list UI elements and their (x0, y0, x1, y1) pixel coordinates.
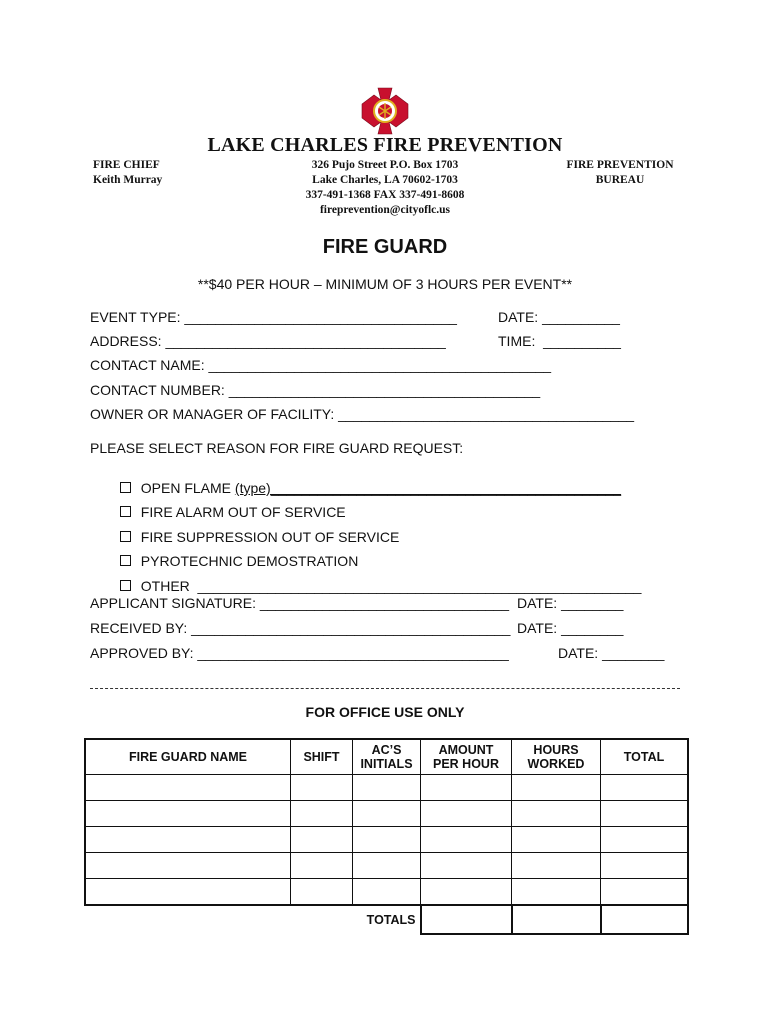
totals-row (85, 905, 688, 934)
col-amount-per-hour: AMOUNT PER HOUR (421, 739, 512, 775)
open-flame-type-field[interactable]: (type)_____________________________________________ (234, 480, 622, 496)
contact-name-field[interactable]: CONTACT NAME: ____________________________________________ (90, 357, 552, 373)
address-field[interactable]: ADDRESS: ____________________________________ (90, 333, 446, 349)
form-title: FIRE GUARD (322, 236, 448, 258)
totals-total-cell[interactable] (601, 905, 689, 934)
table-row (85, 879, 688, 906)
applicant-date-field[interactable]: DATE: ________ (517, 595, 624, 611)
col-fire-guard-name: FIRE GUARD NAME (85, 739, 291, 775)
chief-title: FIRE CHIEF (93, 159, 160, 171)
divider (90, 688, 680, 689)
pyrotechnic-label: PYROTECHNIC DEMOSTRATION (140, 553, 359, 569)
fire-chief-block (93, 158, 162, 188)
totals-hours-cell[interactable] (512, 905, 601, 934)
other-checkbox[interactable] (120, 580, 131, 591)
bureau-block (560, 158, 680, 188)
address-line-1: 326 Pujo Street P.O. Box 1703 (311, 159, 459, 171)
received-by-field[interactable]: RECEIVED BY: _________________________________________ (90, 620, 511, 636)
address-block (270, 158, 500, 218)
col-shift: SHIFT (291, 739, 353, 775)
rate-note: **$40 PER HOUR – MINIMUM OF 3 HOURS PER EVENT** (197, 276, 573, 292)
office-use-heading: FOR OFFICE USE ONLY (305, 704, 465, 720)
table-header-row (85, 739, 688, 775)
applicant-signature-field[interactable]: APPLICANT SIGNATURE: ________________________________ (90, 595, 510, 611)
owner-manager-field[interactable]: OWNER OR MANAGER OF FACILITY: ______________________________________ (90, 406, 635, 422)
contact-number-field[interactable]: CONTACT NUMBER: ________________________________________ (90, 382, 541, 398)
event-date-field[interactable]: DATE: __________ (498, 309, 620, 325)
phone-fax: 337-491-1368 FAX 337-491-8608 (305, 189, 465, 201)
table-row (85, 775, 688, 801)
received-date-field[interactable]: DATE: ________ (517, 620, 624, 636)
email: fireprevention@cityoflc.us (319, 204, 451, 216)
fire-alarm-label: FIRE ALARM OUT OF SERVICE (140, 504, 346, 520)
table-row (85, 827, 688, 853)
col-initials: AC’S INITIALS (353, 739, 421, 775)
reason-prompt: PLEASE SELECT REASON FOR FIRE GUARD REQUEST: (90, 440, 464, 456)
time-field[interactable]: TIME: __________ (498, 333, 621, 349)
org-title: LAKE CHARLES FIRE PREVENTION (207, 134, 563, 156)
other-field[interactable]: OTHER _________________________________________________________ (140, 578, 642, 594)
totals-label: TOTALS (366, 913, 416, 927)
totals-amount-cell[interactable] (421, 905, 512, 934)
address-line-2: Lake Charles, LA 70602-1703 (312, 174, 458, 186)
chief-name: Keith Murray (93, 174, 163, 186)
event-type-field[interactable]: EVENT TYPE: ___________________________________ (90, 309, 457, 325)
open-flame-label: OPEN FLAME (140, 480, 235, 496)
approved-by-field[interactable]: APPROVED BY: ________________________________________ (90, 645, 509, 661)
bureau-line-2: BUREAU (595, 174, 645, 186)
approved-date-field[interactable]: DATE: ________ (558, 645, 665, 661)
bureau-line-1: FIRE PREVENTION (566, 159, 674, 171)
col-total: TOTAL (601, 739, 689, 775)
table-row (85, 853, 688, 879)
col-hours-worked: HOURS WORKED (512, 739, 601, 775)
fire-department-logo (360, 86, 410, 136)
office-use-table (84, 738, 689, 935)
table-row (85, 801, 688, 827)
reason-other[interactable] (112, 562, 641, 594)
fire-suppression-label: FIRE SUPPRESSION OUT OF SERVICE (140, 529, 400, 545)
